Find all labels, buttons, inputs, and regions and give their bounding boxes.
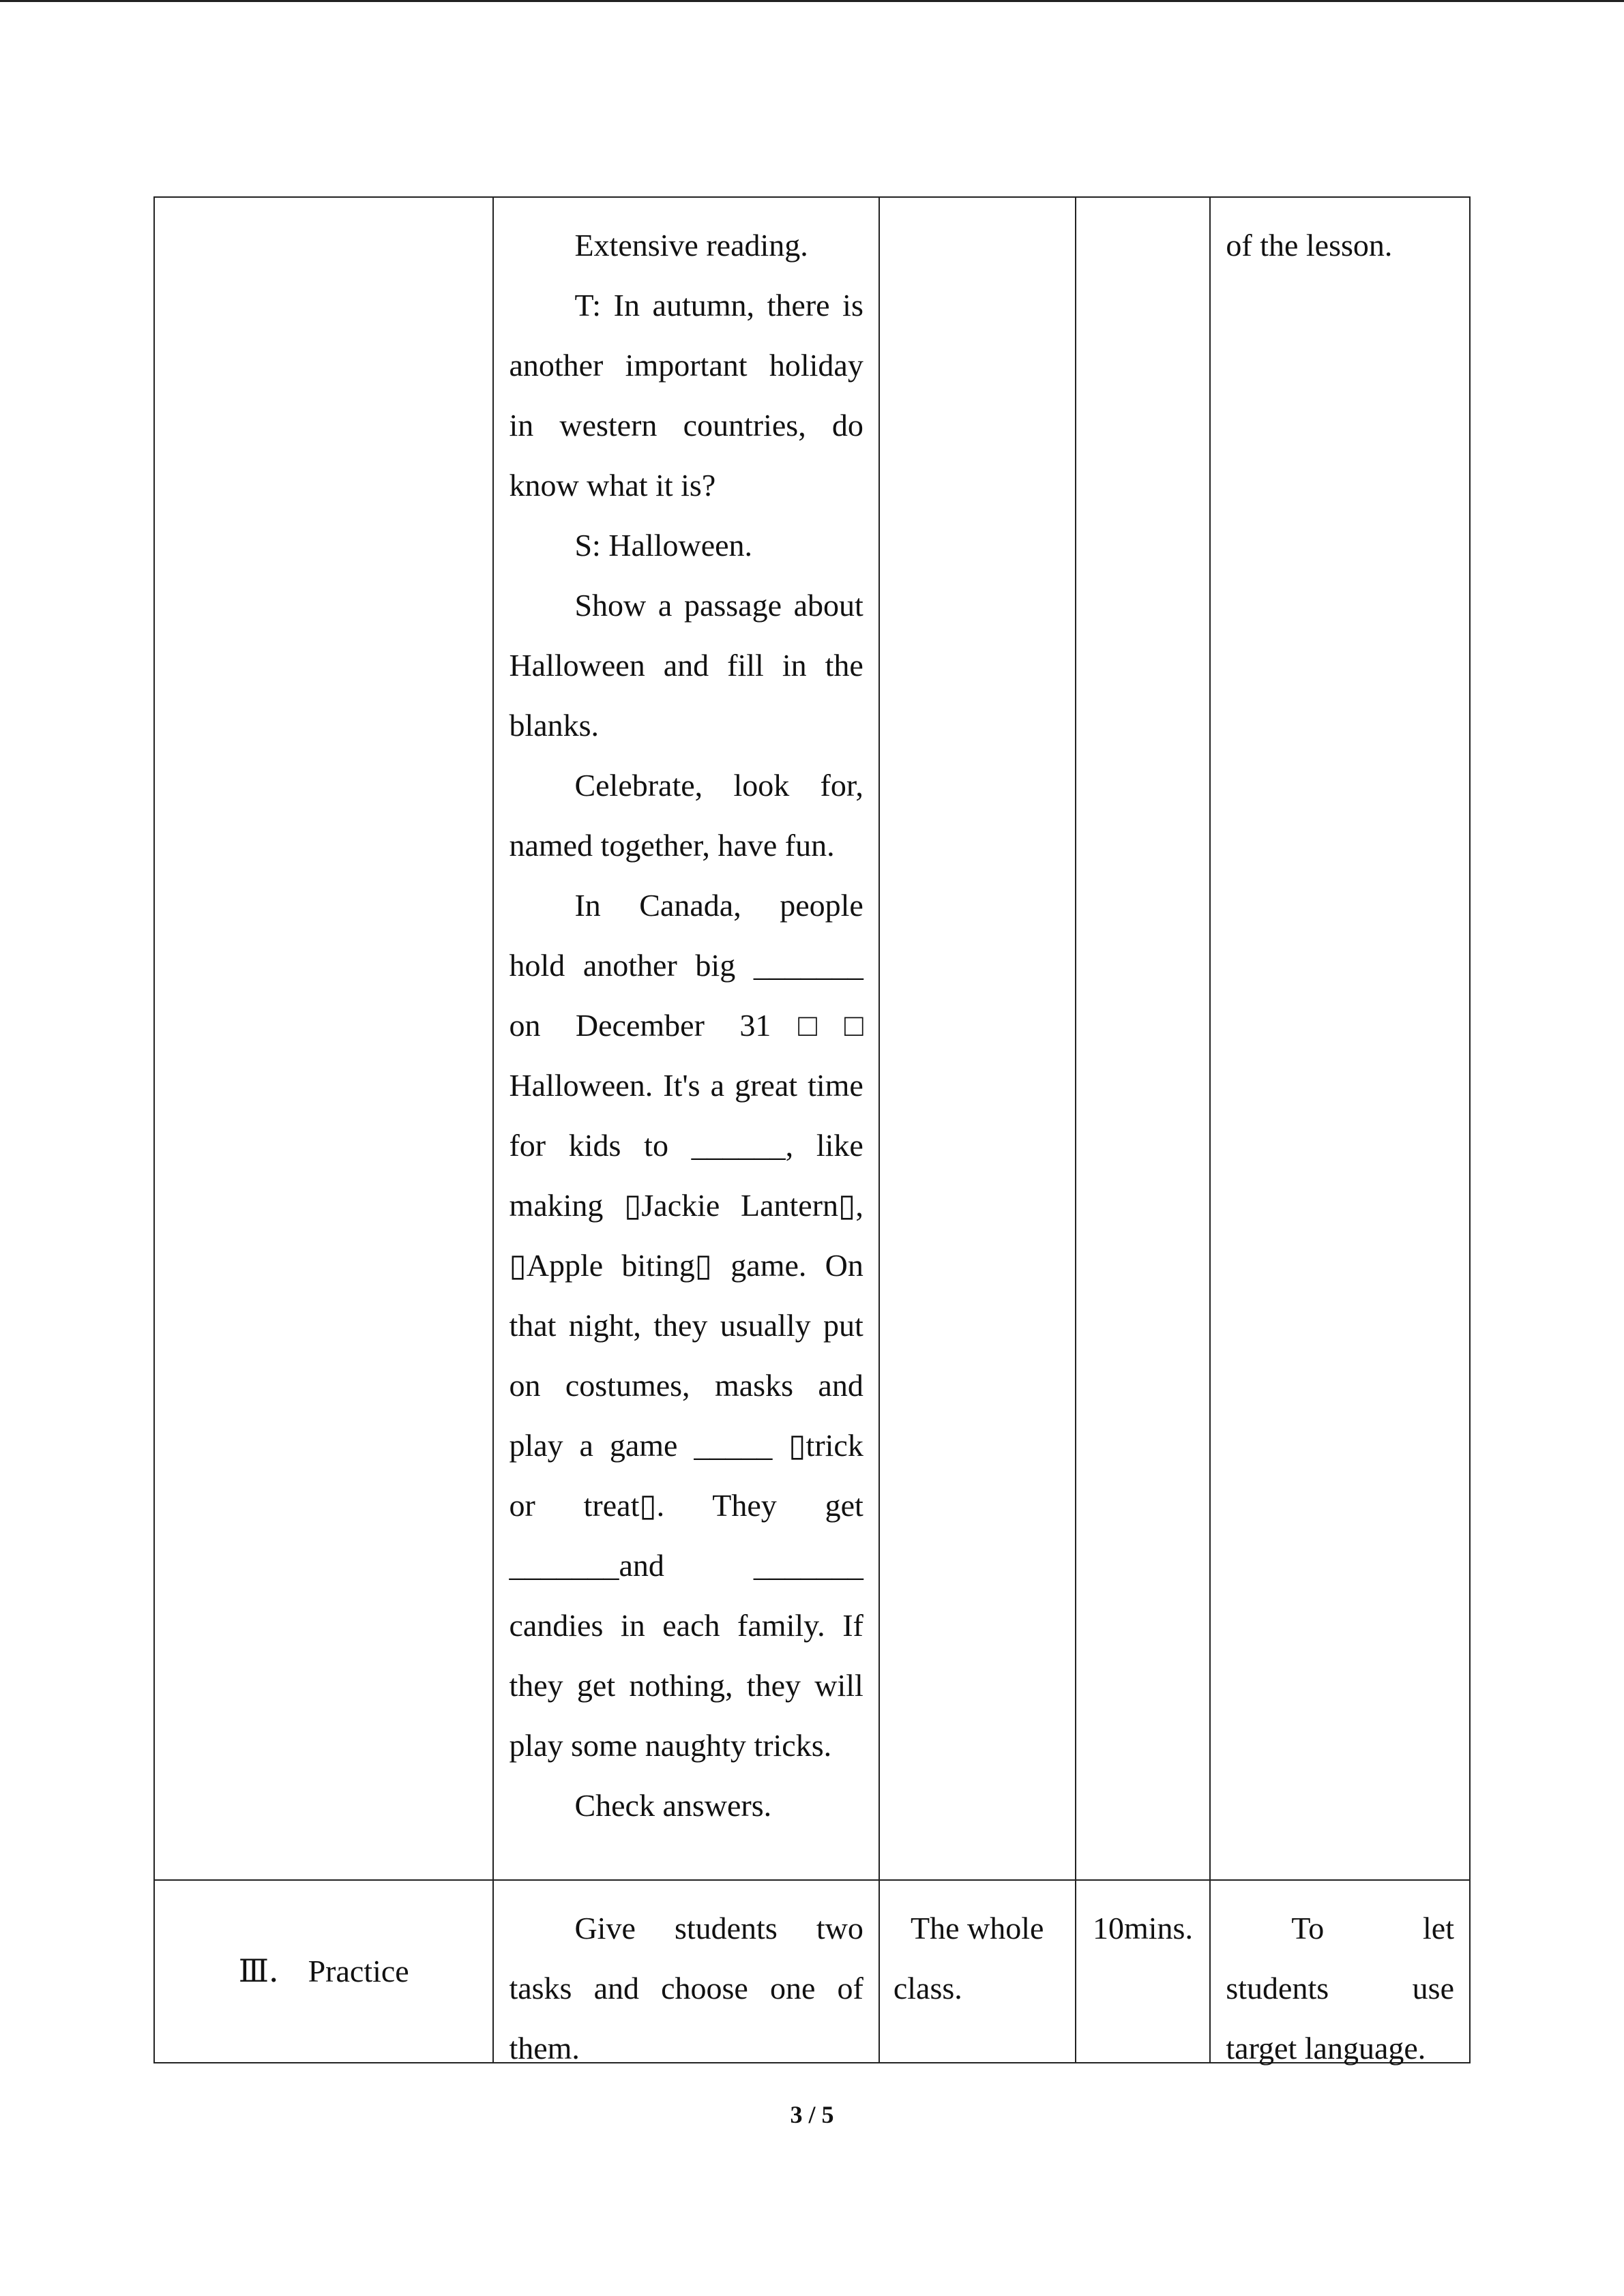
time-cell: [1076, 198, 1211, 1879]
page-number: 3 / 5: [790, 2101, 834, 2128]
activity-cell: [494, 1881, 879, 2066]
interaction-cell: [880, 1881, 1076, 2062]
interaction-text: The whole class.: [893, 1911, 1044, 2006]
stage-cell: [155, 198, 494, 1879]
purpose-cell: [1211, 1881, 1471, 2066]
purpose-text: To let students use target language.: [1226, 1911, 1454, 2066]
activity-paragraph: Check answers.: [574, 1788, 772, 1823]
purpose-text: of the lesson.: [1226, 228, 1393, 263]
stage-cell: [155, 1881, 494, 2062]
activity-paragraph: Show a passage about Halloween and fill in the blanks.: [509, 588, 863, 743]
lesson-plan-table: [153, 196, 1471, 2066]
purpose-cell: [1211, 198, 1471, 1879]
activity-paragraph: In Canada, people hold another big _______ on December 31□□ Halloween. It's a great time for kids to ______, like making ▯Jackie Lantern▯, ▯Apple biting▯ game. On that night, they usually put on costumes, masks and play a game _____ ▯trick or treat▯. They get _______and _______ candies in each family. If they get nothing, they will play some naughty tricks.: [509, 888, 863, 1763]
activity-cell: [494, 198, 879, 1879]
table-row: [153, 1881, 1471, 2066]
activity-paragraph: S: Halloween.: [574, 528, 753, 563]
top-rule: [0, 0, 1624, 2]
stage-label: Ⅲ． Practice: [238, 1954, 409, 1988]
activity-paragraph: Celebrate, look for, named together, have fun.: [509, 768, 863, 863]
activity-paragraph: Give students two tasks and choose one of them.: [509, 1911, 863, 2066]
activity-paragraph: T: In autumn, there is another important holiday in western countries, do know what it is?: [509, 288, 863, 503]
interaction-cell: [880, 198, 1076, 1879]
activity-paragraph: Extensive reading.: [574, 228, 808, 263]
time-cell: [1076, 1881, 1211, 2062]
table-row: [153, 196, 1471, 1881]
time-text: 10mins.: [1092, 1911, 1193, 1945]
